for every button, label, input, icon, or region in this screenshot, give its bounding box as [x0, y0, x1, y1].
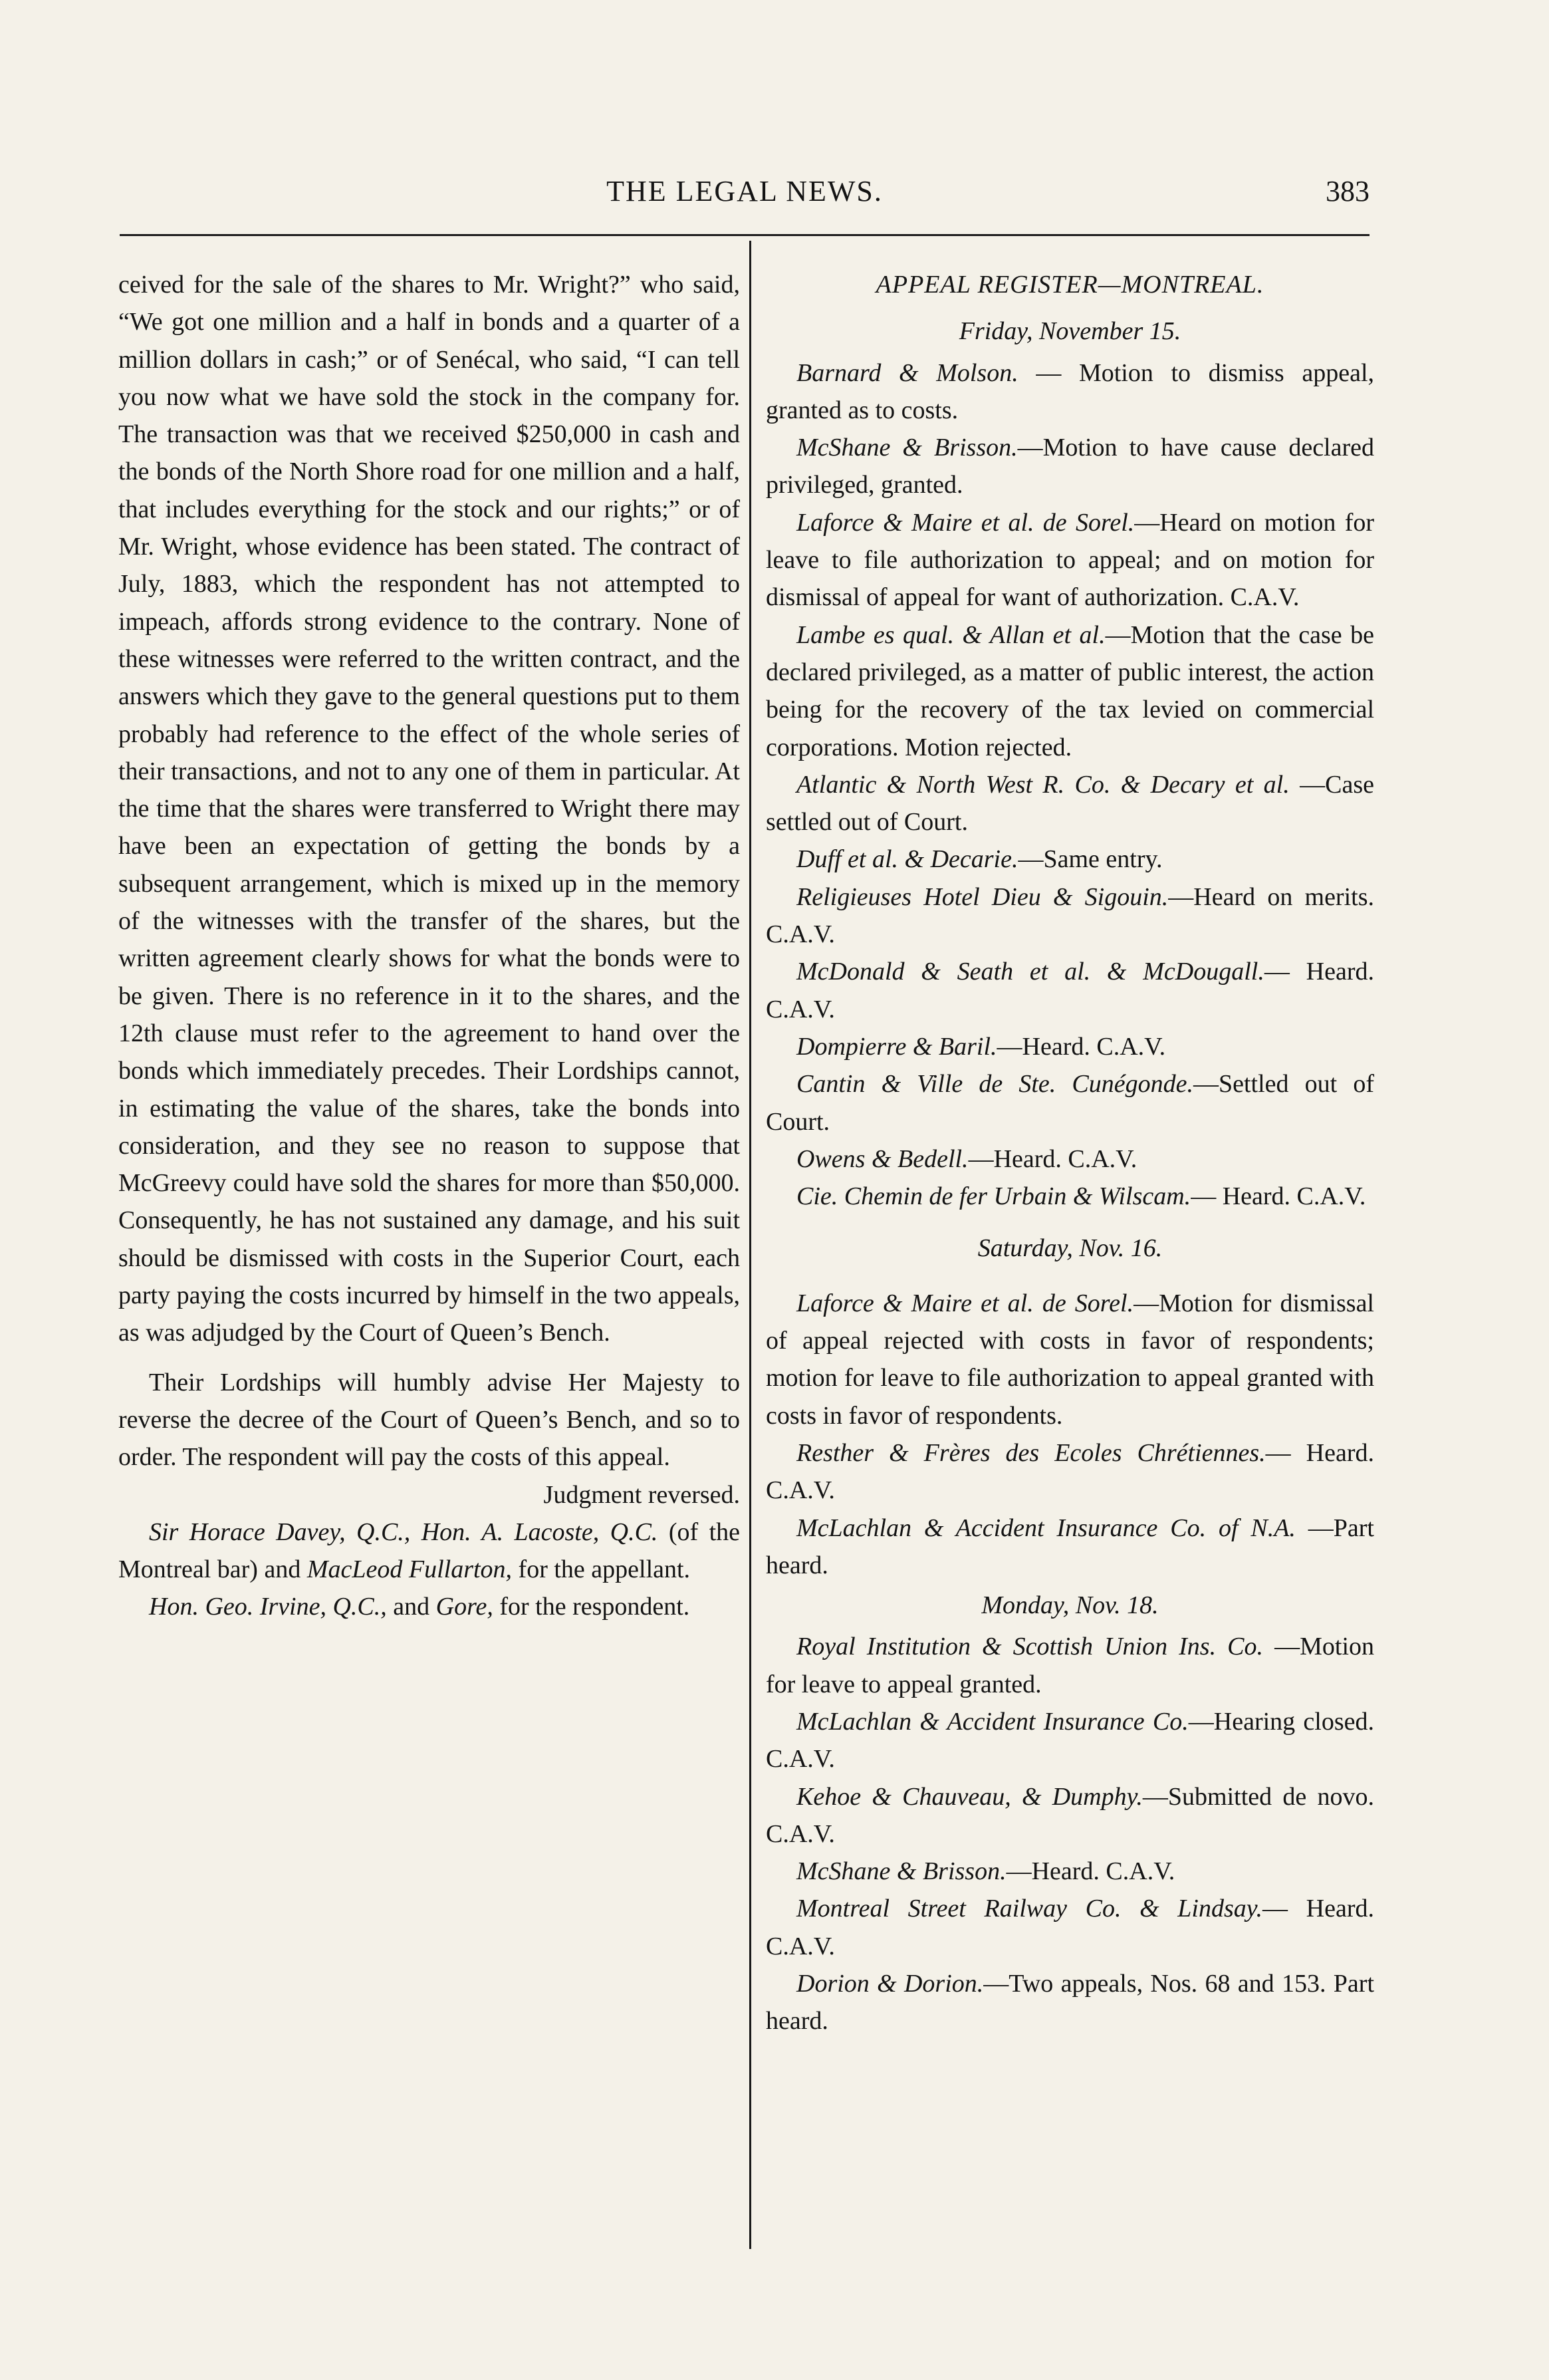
register-entry [766, 1178, 1374, 1215]
case-name: McDonald & Seath et al. & McDougall. [796, 958, 1264, 986]
friday-entries [766, 354, 1374, 1216]
counsel-appellant-mid: (of the Montreal bar) and [118, 1518, 741, 1584]
case-name: McLachlan & Accident Insurance Co. [796, 1707, 1189, 1736]
judgment-line: Judgment reversed. [543, 1480, 740, 1509]
register-entry [766, 878, 1374, 954]
register-entry [766, 841, 1374, 878]
case-name: Laforce & Maire et al. de Sorel. [796, 508, 1135, 537]
paragraph-advice: Their Lordships will humbly advise Her Majesty to reverse the decree of the Court of Queen’s Bench, and so to order. The respondent will pay the costs of this appeal. [118, 1368, 740, 1472]
case-name: Laforce & Maire et al. de Sorel. [796, 1289, 1134, 1317]
case-name: Barnard & Molson. [796, 358, 1018, 387]
entry-text: — Motion to dismiss appeal, granted as to costs. [766, 358, 1375, 424]
entry-text: — Heard. C.A.V. [766, 958, 1374, 1023]
counsel-appellant-names: Sir Horace Davey, Q.C., Hon. A. Lacoste, Q.C. [149, 1518, 658, 1546]
register-entry [766, 1703, 1374, 1778]
entry-text: — Heard. C.A.V. [1191, 1182, 1366, 1211]
date-monday: Monday, Nov. 18. [981, 1591, 1159, 1620]
counsel-respondent-names: Hon. Geo. Irvine, Q.C., [149, 1593, 387, 1621]
register-entry [766, 1965, 1374, 2040]
entry-text: —Motion for dismissal of appeal rejected with costs in favor of respondents; motion for leave to file authorization to appeal granted with costs in favor of respondents. [766, 1289, 1374, 1430]
register-entry [766, 1778, 1374, 1853]
register-entry [766, 1028, 1374, 1065]
running-title: THE LEGAL NEWS. [606, 175, 883, 207]
entry-text: —Motion to have cause declared privileged, granted. [766, 434, 1375, 499]
register-entry [766, 429, 1374, 504]
entry-text: —Two appeals, Nos. 68 and 153. Part heard. [766, 1970, 1374, 2036]
case-name: Duff et al. & Decarie. [796, 845, 1018, 874]
case-name: McShane & Brisson. [796, 434, 1018, 462]
entry-text: —Settled out of Court. [766, 1070, 1374, 1136]
entry-text: —Heard on motion for leave to file authorization to appeal; and on motion for dismissal of appeal for want of authorization. C.A.V. [766, 508, 1374, 612]
entry-text: —Part heard. [766, 1514, 1374, 1579]
register-entry [766, 1628, 1374, 1703]
entry-text: —Submitted de novo. C.A.V. [766, 1782, 1374, 1848]
case-name: Lambe es qual. & Allan et al. [796, 620, 1106, 649]
case-name: Dompierre & Baril. [796, 1032, 997, 1061]
case-name: Atlantic & North West R. Co. & Decary et al. [796, 770, 1290, 799]
register-entry [766, 1510, 1374, 1585]
register-entry [766, 953, 1374, 1028]
register-entry [766, 616, 1374, 766]
saturday-entries [766, 1285, 1374, 1584]
case-name: Montreal Street Railway Co. & Lindsay. [796, 1895, 1263, 1923]
register-entry [766, 504, 1374, 616]
case-name: Dorion & Dorion. [796, 1970, 984, 1998]
counsel-respondent-end: for the respondent. [493, 1593, 690, 1621]
case-name: Religieuses Hotel Dieu & Sigouin. [796, 882, 1169, 911]
running-head [120, 174, 1370, 221]
case-name: Resther & Frères des Ecoles Chrétiennes. [796, 1438, 1266, 1467]
case-name: Cie. Chemin de fer Urbain & Wilscam. [796, 1182, 1191, 1211]
counsel-appellant-name2: MacLeod Fullarton, [306, 1555, 513, 1584]
register-entry [766, 1853, 1374, 1890]
case-name: McLachlan & Accident Insurance Co. of N.A. [796, 1514, 1296, 1542]
entry-text: —Heard. C.A.V. [1006, 1857, 1175, 1886]
register-entry [766, 1285, 1374, 1434]
entry-text: —Motion for leave to appeal granted. [766, 1633, 1374, 1698]
register-entry [766, 1065, 1374, 1140]
register-entry [766, 1140, 1374, 1178]
date-friday: Friday, November 15. [959, 317, 1181, 346]
entry-text: — Heard. C.A.V. [766, 1895, 1374, 1960]
date-saturday: Saturday, Nov. 16. [977, 1234, 1163, 1263]
section-title: APPEAL REGISTER—MONTREAL. [876, 271, 1264, 299]
paragraph-continued: ceived for the sale of the shares to Mr. Wright?” who said, “We got one million and a half in bonds and a quarter of a million dollars in cash;” or of Senécal, who said, “I can tell you now what we have sold the stock in the company for. The transaction was that we received $250,000 in cash and the bonds of the North Shore road for one million and a half, that includes everything for the stock and our rights;” or of Mr. Wright, whose evidence has been stated. The contract of July, 1883, which the respondent has not attempted to impeach, affords strong evidence to the contrary. None of these witnesses were referred to the written contract, and the answers which they gave to the general questions put to them probably had reference to the effect of the whole series of their transactions, and not to any one of them in particular. At the time that the shares were transferred to Wright there may have been an expectation of getting the bonds by a subsequent arrangement, which is mixed up in the memory of the witnesses with the transfer of the shares, but the written agreement clearly shows for what the bonds were to be given. There is no reference in it to the shares, and the 12th clause must refer to the agreement to hand over the bonds which immediately precedes. Their Lordships cannot, in estimating the value of the shares, take the bonds into consideration, and they see no reason to suppose that McGreevy could have sold the shares for more than $50,000. Consequently, he has not sustained any damage, and his suit should be dismissed with costs in the Superior Court, each party paying the costs incurred by himself in the two appeals, as was adjudged by the Court of Queen’s Bench. [118, 271, 740, 1347]
counsel-appellant-end: for the appellant. [512, 1555, 691, 1584]
counsel-respondent-mid: and [386, 1593, 436, 1621]
right-column [766, 266, 1374, 2040]
counsel-respondent-name2: Gore, [435, 1593, 493, 1621]
entry-text: —Hearing closed. C.A.V. [766, 1707, 1374, 1774]
entry-text: —Heard. C.A.V. [968, 1144, 1137, 1173]
case-name: Kehoe & Chauveau, & Dumphy. [796, 1782, 1143, 1811]
header-rule [120, 234, 1370, 236]
register-entry [766, 1890, 1374, 1965]
entry-text: —Heard. C.A.V. [997, 1032, 1166, 1061]
counsel-appellant [118, 1514, 740, 1589]
entry-text: —Heard on merits. C.A.V. [766, 882, 1374, 949]
register-entry [766, 766, 1374, 841]
column-rule [749, 241, 751, 2249]
entry-text: — Heard. C.A.V. [766, 1438, 1374, 1505]
case-name: McShane & Brisson. [796, 1857, 1007, 1886]
register-entry [766, 354, 1374, 430]
case-name: Cantin & Ville de Ste. Cunégonde. [796, 1070, 1193, 1099]
monday-entries [766, 1628, 1374, 2040]
case-name: Owens & Bedell. [796, 1144, 969, 1173]
page-number: 383 [1326, 175, 1370, 207]
register-entry [766, 1434, 1374, 1510]
counsel-respondent [118, 1588, 740, 1625]
entry-text: —Motion that the case be declared privileged, as a matter of public interest, the action being for the recovery of the tax levied on commercial corporations. Motion rejected. [766, 620, 1374, 761]
entry-text: —Same entry. [1018, 845, 1163, 874]
case-name: Royal Institution & Scottish Union Ins. Co. [796, 1633, 1264, 1661]
left-column [118, 266, 740, 1626]
entry-text: —Case settled out of Court. [766, 770, 1374, 837]
